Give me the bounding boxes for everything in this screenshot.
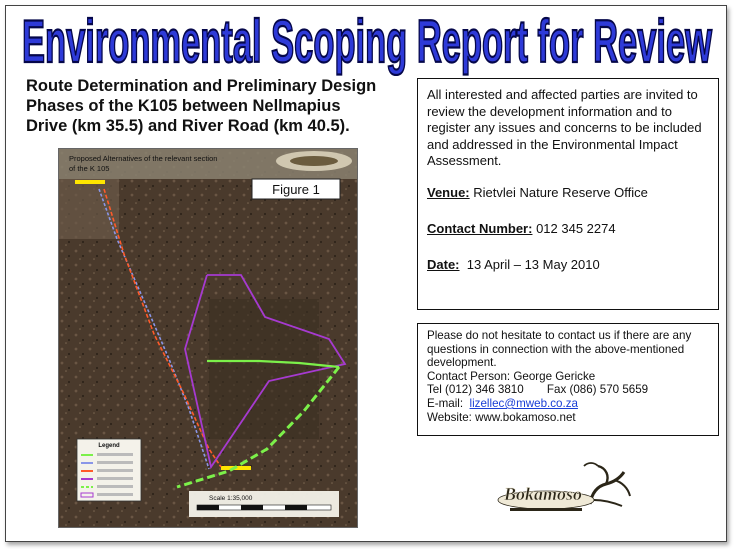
contact-number-label: Contact Number:: [427, 220, 533, 236]
page-title: [0, 4, 734, 76]
map-caption-line: of the K 105: [69, 164, 110, 173]
date-label: Date:: [427, 256, 460, 272]
bokamoso-logo: [494, 456, 636, 520]
venue-label: Venue:: [427, 184, 470, 200]
date-row: [427, 257, 710, 273]
scale-label: Scale 1:35,000: [209, 495, 253, 502]
map-scale-bar: [189, 491, 339, 517]
contact-number-value: 012 345 2274: [536, 220, 616, 236]
venue-row: [427, 185, 710, 201]
contact-number-row: [427, 221, 710, 237]
subtitle-line: Route Determination and Preliminary Design: [26, 77, 377, 95]
contact-person: Contact Person: George Gericke: [427, 369, 596, 383]
map-logo-icon: [276, 151, 352, 171]
contact-website: Website: www.bokamoso.net: [427, 410, 576, 424]
email-link[interactable]: lizellec@mweb.co.za: [469, 396, 578, 410]
subtitle-line: Phases of the K105 between Nellmapius: [26, 97, 341, 115]
contact-phone-row: [427, 383, 710, 397]
map-dark-patch: [209, 299, 319, 439]
subtitle: [26, 76, 416, 136]
review-info-box: [417, 78, 719, 310]
map-legend: [77, 439, 141, 501]
svg-text:Bokamoso: Bokamoso: [504, 484, 583, 504]
map-caption-line: Proposed Alternatives of the relevant section: [69, 154, 218, 163]
email-label: E-mail:: [427, 396, 464, 410]
contact-email-row: [427, 397, 710, 411]
subtitle-line: Drive (km 35.5) and River Road (km 40.5).: [26, 117, 350, 135]
venue-value: Rietvlei Nature Reserve Office: [473, 184, 648, 200]
review-intro: All interested and affected parties are invited to review the development information and to register any issues and concerns to be included and addressed in the Environmental Impact Assessment.: [427, 87, 702, 168]
contact-box: [417, 323, 719, 436]
contact-tel: Tel (012) 346 3810: [427, 383, 524, 397]
route-map: [58, 148, 358, 528]
contact-fax: Fax (086) 570 5659: [546, 383, 649, 397]
contact-intro: Please do not hesitate to contact us if there are any questions in connection with the above-mentioned development.: [427, 329, 692, 370]
date-value: 13 April – 13 May 2010: [466, 256, 600, 272]
legend-title: Legend: [98, 443, 120, 449]
page-title-text: Environmental Scoping Report for Review: [22, 8, 713, 75]
figure-label: Figure 1: [272, 182, 320, 197]
